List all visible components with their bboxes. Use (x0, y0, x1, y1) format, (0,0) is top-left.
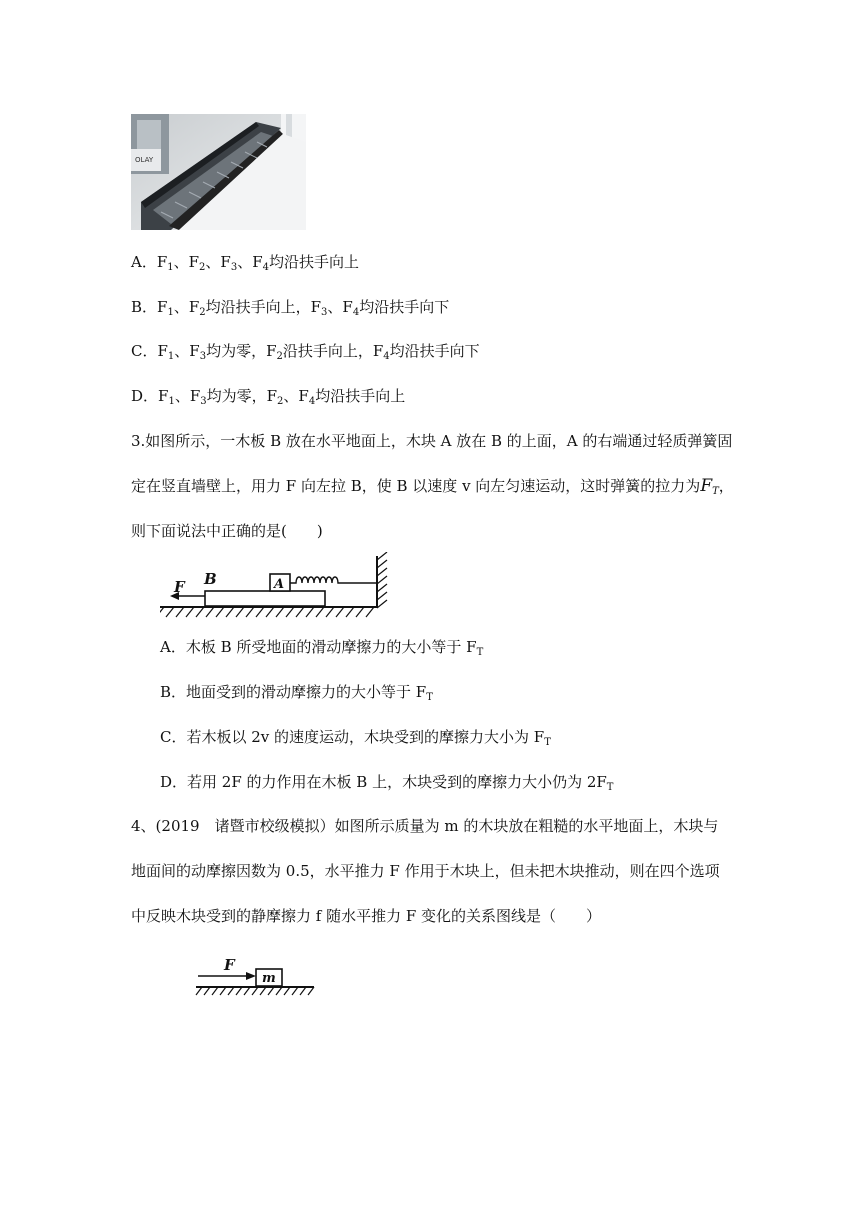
q3-option-d (160, 771, 613, 793)
subscript: 4 (352, 307, 360, 318)
subscript: 3 (199, 351, 207, 362)
q4-stem-line2: 地面间的动摩擦因数为 0.5，水平推力 F 作用于木块上，但未把木块推动，则在四个选项 (131, 862, 720, 880)
subscript: 2 (276, 351, 283, 362)
subscript: 1 (167, 351, 175, 362)
push-arrowhead (246, 972, 256, 980)
q3-option-a (160, 636, 483, 658)
text: 均为零，F (206, 387, 278, 405)
text: 均沿扶手向上 (315, 387, 406, 405)
subscript: 4 (308, 396, 316, 407)
text: 、F (283, 387, 309, 405)
subscript: T (712, 486, 719, 497)
subscript: 2 (277, 396, 284, 407)
text: 均为零，F (206, 342, 277, 360)
subscript: T (544, 737, 551, 748)
q4-stem-line1: 4、(2019 诸暨市校级模拟）如图所示质量为 m 的木块放在粗糙的水平地面上，木块与 (131, 817, 719, 835)
q3-option-b (160, 681, 433, 703)
text: 、F (237, 253, 263, 271)
text: 、F (174, 387, 201, 405)
q3-stem-line1: 3.如图所示，一木板 B 放在水平地面上，木块 A 放在 B 的上面，A 的右端通过轻质弹簧固 (131, 432, 733, 450)
subscript: T (606, 782, 614, 793)
spring-force-symbol: F (700, 476, 713, 496)
store-sign-text: OLAY (135, 156, 154, 164)
text: 均沿扶手向下 (389, 342, 480, 360)
text: 、F (174, 342, 200, 360)
text: D．若用 2F 的力作用在木板 B 上，木块受到的摩擦力大小仍为 2F (160, 773, 607, 791)
wall-hatch (377, 552, 387, 608)
subscript: 4 (383, 351, 390, 362)
subscript: 1 (168, 396, 175, 407)
option-label: B．F (131, 298, 168, 316)
push-f-label: F (224, 956, 235, 974)
q2-option-b (131, 296, 449, 318)
q4-stem-line3: 中反映木块受到的静摩擦力 f 随水平推力 F 变化的关系图线是（ ） (131, 907, 602, 925)
escalator-image (131, 114, 306, 230)
subscript: T (426, 692, 433, 703)
text: 定在竖直墙壁上，用力 F 向左拉 B，使 B 以速度 v 向左匀速运动，这时弹簧的拉力为 (131, 477, 701, 495)
subscript: 3 (200, 396, 207, 407)
text: 、F (173, 253, 200, 271)
subscript: 3 (321, 307, 328, 318)
ground-hatch (160, 607, 374, 617)
text: 均沿扶手向上，F (205, 298, 322, 316)
option-label: A．F (131, 253, 168, 271)
ground-hatch (196, 987, 314, 995)
force-f-label: F (174, 578, 185, 596)
text: A．木板 B 所受地面的滑动摩擦力的大小等于 F (160, 638, 477, 656)
subscript: 4 (262, 262, 270, 273)
text: 均沿扶手向上 (269, 253, 360, 271)
board-b-label: B (204, 570, 217, 588)
option-label: D．F (131, 387, 169, 405)
subscript: T (476, 647, 484, 658)
text: 沿扶手向上，F (282, 342, 384, 360)
q2-option-d (131, 385, 405, 407)
text: C．若木板以 2v 的速度运动，木块受到的摩擦力大小为 F (160, 728, 545, 746)
board-spring-figure (160, 552, 396, 618)
subscript: 3 (230, 262, 238, 273)
subscript: 1 (167, 262, 174, 273)
text: B．地面受到的滑动摩擦力的大小等于 F (160, 683, 427, 701)
text: 、F (327, 298, 353, 316)
q3-stem-line2 (131, 475, 734, 497)
text: 、F (173, 298, 200, 316)
text: ， (718, 477, 734, 495)
escalator-photo (131, 114, 306, 230)
text: 、F (205, 253, 231, 271)
block-a-label: A (274, 577, 285, 592)
subscript: 2 (199, 307, 206, 318)
q2-option-a (131, 251, 359, 273)
subscript: 2 (199, 262, 206, 273)
q3-stem-line3: 则下面说法中正确的是( ) (131, 522, 323, 540)
option-label: C．F (131, 342, 168, 360)
block-m-label: m (262, 971, 276, 986)
block-push-figure (194, 954, 316, 998)
text: 均沿扶手向下 (359, 298, 450, 316)
spring (290, 577, 377, 583)
board-b (205, 591, 325, 606)
q3-option-c (160, 726, 551, 748)
q2-option-c (131, 340, 480, 362)
subscript: 1 (167, 307, 174, 318)
